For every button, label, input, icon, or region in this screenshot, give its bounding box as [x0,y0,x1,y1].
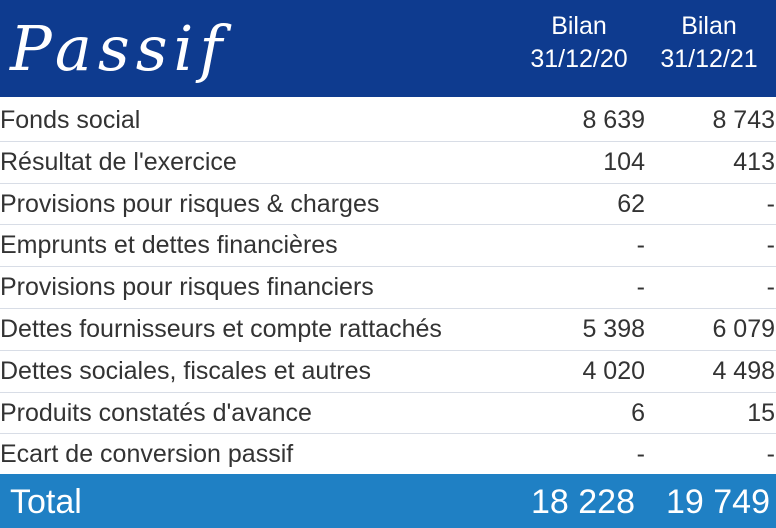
value-2021: 4 498 [712,356,775,385]
value-2020: 62 [617,189,645,218]
value-2021: 413 [733,147,775,176]
value-2021: - [766,440,775,469]
column-header-2021-line1: Bilan [681,12,737,40]
value-2020: 8 639 [582,106,645,134]
value-2020: - [636,273,645,302]
column-header-2020-line2: 31/12/20 [530,45,628,73]
value-2021: - [766,189,775,218]
row-label: Dettes fournisseurs et compte rattachés [0,314,442,343]
table-row [0,434,776,476]
table-row [0,267,776,309]
value-2021: 6 079 [712,314,775,343]
table-header [0,0,776,97]
value-2021: 15 [747,398,775,427]
row-label: Provisions pour risques financiers [0,273,374,302]
value-2021: - [766,273,775,302]
table-body [0,100,776,476]
table-row [0,393,776,435]
table-row [0,225,776,267]
value-2021: 8 743 [712,106,775,134]
row-label: Produits constatés d'avance [0,398,312,427]
total-value-2021: 19 749 [666,483,770,521]
value-2020: 104 [603,147,645,176]
table-row [0,100,776,142]
column-header-2020-line1: Bilan [551,12,607,40]
row-label: Ecart de conversion passif [0,440,294,469]
total-value-2020: 18 228 [531,483,635,521]
row-label: Résultat de l'exercice [0,147,237,176]
table-row [0,142,776,184]
column-header-2020 [519,10,639,76]
row-label: Provisions pour risques & charges [0,189,380,218]
row-label: Fonds social [0,106,141,134]
page-title: Passif [10,12,229,85]
table-row [0,309,776,351]
row-label: Emprunts et dettes financières [0,231,338,260]
table-row [0,184,776,226]
value-2020: 4 020 [582,356,645,385]
value-2020: - [636,231,645,260]
row-label: Dettes sociales, fiscales et autres [0,356,371,385]
column-header-2021 [649,10,769,76]
total-label: Total [10,483,82,521]
table-row [0,351,776,393]
value-2020: 5 398 [582,314,645,343]
value-2020: - [636,440,645,469]
total-row [0,474,776,528]
value-2021: - [766,231,775,260]
column-header-2021-line2: 31/12/21 [660,45,758,73]
value-2020: 6 [631,398,645,427]
